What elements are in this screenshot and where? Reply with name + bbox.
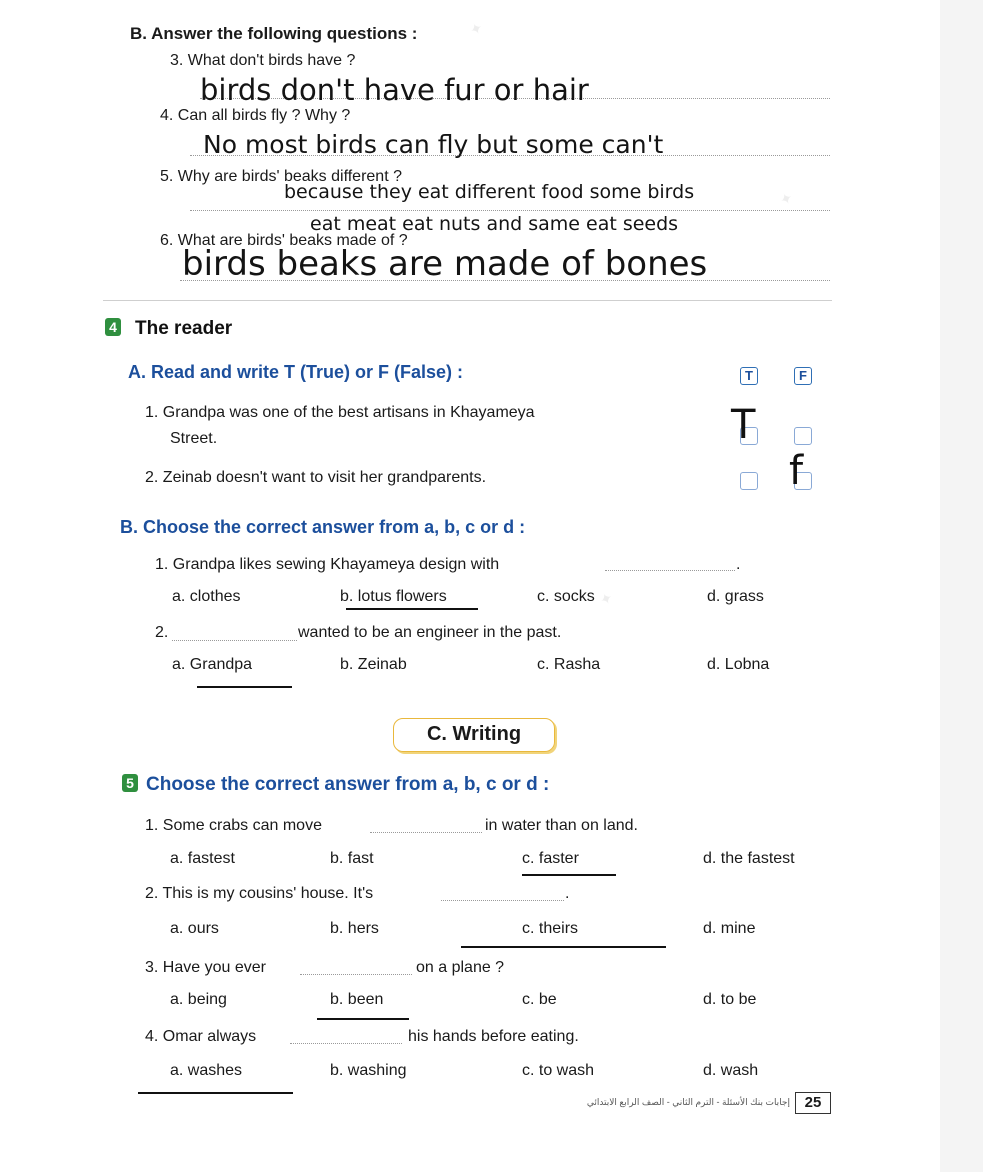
mcq-5-1-option-d[interactable]: d. the fastest [703, 850, 795, 867]
question-3: 3. What don't birds have ? [170, 52, 356, 69]
mcq-5-3-stem-start: 3. Have you ever [145, 959, 266, 976]
section-5-heading: Choose the correct answer from a, b, c or d : [146, 774, 550, 795]
mcq-5-3-option-c[interactable]: c. be [522, 991, 557, 1008]
section-b-heading: B. Answer the following questions : [130, 24, 418, 43]
mcq-5-2-option-d[interactable]: d. mine [703, 920, 756, 937]
false-header-box: F [794, 367, 812, 385]
blank [370, 832, 482, 833]
true-header-box: T [740, 367, 758, 385]
mcq-b-2-option-d[interactable]: d. Lobna [707, 656, 770, 673]
watermark: ✦ [777, 189, 796, 210]
tf-item-2-mark: f [789, 448, 804, 494]
mcq-5-3-option-d[interactable]: d. to be [703, 991, 757, 1008]
answer-3: birds don't have fur or hair [200, 73, 589, 107]
mcq-b-1-option-d[interactable]: d. grass [707, 588, 764, 605]
scroll-margin [940, 0, 983, 1172]
tf-item-1-line-1: 1. Grandpa was one of the best artisans in Khayameya [145, 404, 535, 421]
reader-title-row [105, 318, 232, 340]
mcq-5-1-stem-start: 1. Some crabs can move [145, 817, 322, 834]
mcq-5-3-option-b[interactable]: b. been [330, 991, 384, 1008]
mcq-5-4-option-d[interactable]: d. wash [703, 1062, 759, 1079]
question-4: 4. Can all birds fly ? Why ? [160, 107, 351, 124]
section-number-badge: 4 [105, 318, 121, 336]
selected-answer-underline [461, 946, 666, 948]
footer-text: إجابات بنك الأسئلة - الترم الثاني - الصف الرابع الابتدائي [586, 1097, 790, 1107]
mcq-b-1-option-c[interactable]: c. socks [537, 588, 595, 605]
mcq-5-3-stem-end: on a plane ? [416, 959, 505, 976]
answer-line [190, 210, 830, 211]
question-6: 6. What are birds' beaks made of ? [160, 232, 408, 249]
mcq-5-1-stem-end: in water than on land. [485, 817, 638, 834]
blank [172, 640, 297, 641]
watermark: ✦ [467, 19, 486, 40]
answer-6: birds beaks are made of bones [182, 244, 708, 284]
mcq-5-4-option-b[interactable]: b. washing [330, 1062, 407, 1079]
mcq-5-4-stem-end: his hands before eating. [408, 1028, 579, 1045]
mcq-b-2-option-b[interactable]: b. Zeinab [340, 656, 407, 673]
mcq-b-2-num: 2. [155, 624, 169, 641]
question-5: 5. Why are birds' beaks different ? [160, 168, 402, 185]
reader-title: The reader [135, 318, 233, 339]
tf-item-2-true-box[interactable] [740, 472, 758, 490]
selected-answer-underline [138, 1092, 293, 1094]
mcq-b-1-end: . [736, 556, 741, 573]
blank [290, 1043, 402, 1044]
mcq-5-2-option-c[interactable]: c. theirs [522, 920, 579, 937]
blank [300, 974, 412, 975]
selected-answer-underline [346, 608, 478, 610]
mcq-5-2-stem-end: . [565, 885, 570, 902]
tf-item-1-mark: T [731, 402, 756, 448]
divider [103, 300, 832, 301]
writing-section-badge: C. Writing [393, 718, 555, 752]
blank [441, 900, 564, 901]
choose-heading-b: B. Choose the correct answer from a, b, c or d : [120, 517, 526, 537]
answer-5-line-1: because they eat different food some birds [284, 181, 695, 203]
selected-answer-underline [317, 1018, 409, 1020]
page-number: 25 [795, 1092, 831, 1114]
mcq-5-2-stem-start: 2. This is my cousins' house. It's [145, 885, 374, 902]
mcq-5-2-option-b[interactable]: b. hers [330, 920, 379, 937]
mcq-b-2-option-c[interactable]: c. Rasha [537, 656, 601, 673]
mcq-b-2-option-a[interactable]: a. Grandpa [172, 656, 253, 673]
true-false-heading: A. Read and write T (True) or F (False) : [128, 362, 464, 382]
watermark: ✦ [597, 589, 616, 610]
mcq-5-1-option-b[interactable]: b. fast [330, 850, 374, 867]
mcq-5-2-option-a[interactable]: a. ours [170, 920, 219, 937]
mcq-5-4-option-a[interactable]: a. washes [170, 1062, 243, 1079]
mcq-b-1-option-b[interactable]: b. lotus flowers [340, 588, 447, 605]
tf-item-2: 2. Zeinab doesn't want to visit her grandparents. [145, 469, 487, 486]
selected-answer-underline [197, 686, 292, 688]
mcq-5-1-option-a[interactable]: a. fastest [170, 850, 235, 867]
section-number-badge: 5 [122, 774, 138, 792]
tf-item-1-line-2: Street. [170, 430, 218, 447]
mcq-5-4-option-c[interactable]: c. to wash [522, 1062, 595, 1079]
mcq-b-1-option-a[interactable]: a. clothes [172, 588, 241, 605]
answer-4: No most birds can fly but some can't [203, 130, 664, 159]
mcq-b-2-stem: wanted to be an engineer in the past. [298, 624, 562, 641]
tf-item-1-false-box[interactable] [794, 427, 812, 445]
mcq-5-3-option-a[interactable]: a. being [170, 991, 227, 1008]
selected-answer-underline [522, 874, 616, 876]
section-5-heading-row [122, 774, 549, 796]
blank [605, 570, 735, 571]
mcq-5-1-option-c[interactable]: c. faster [522, 850, 579, 867]
answer-5-line-2: eat meat eat nuts and same eat seeds [310, 213, 679, 235]
mcq-5-4-stem-start: 4. Omar always [145, 1028, 257, 1045]
mcq-b-1-stem: 1. Grandpa likes sewing Khayameya design with [155, 556, 500, 573]
